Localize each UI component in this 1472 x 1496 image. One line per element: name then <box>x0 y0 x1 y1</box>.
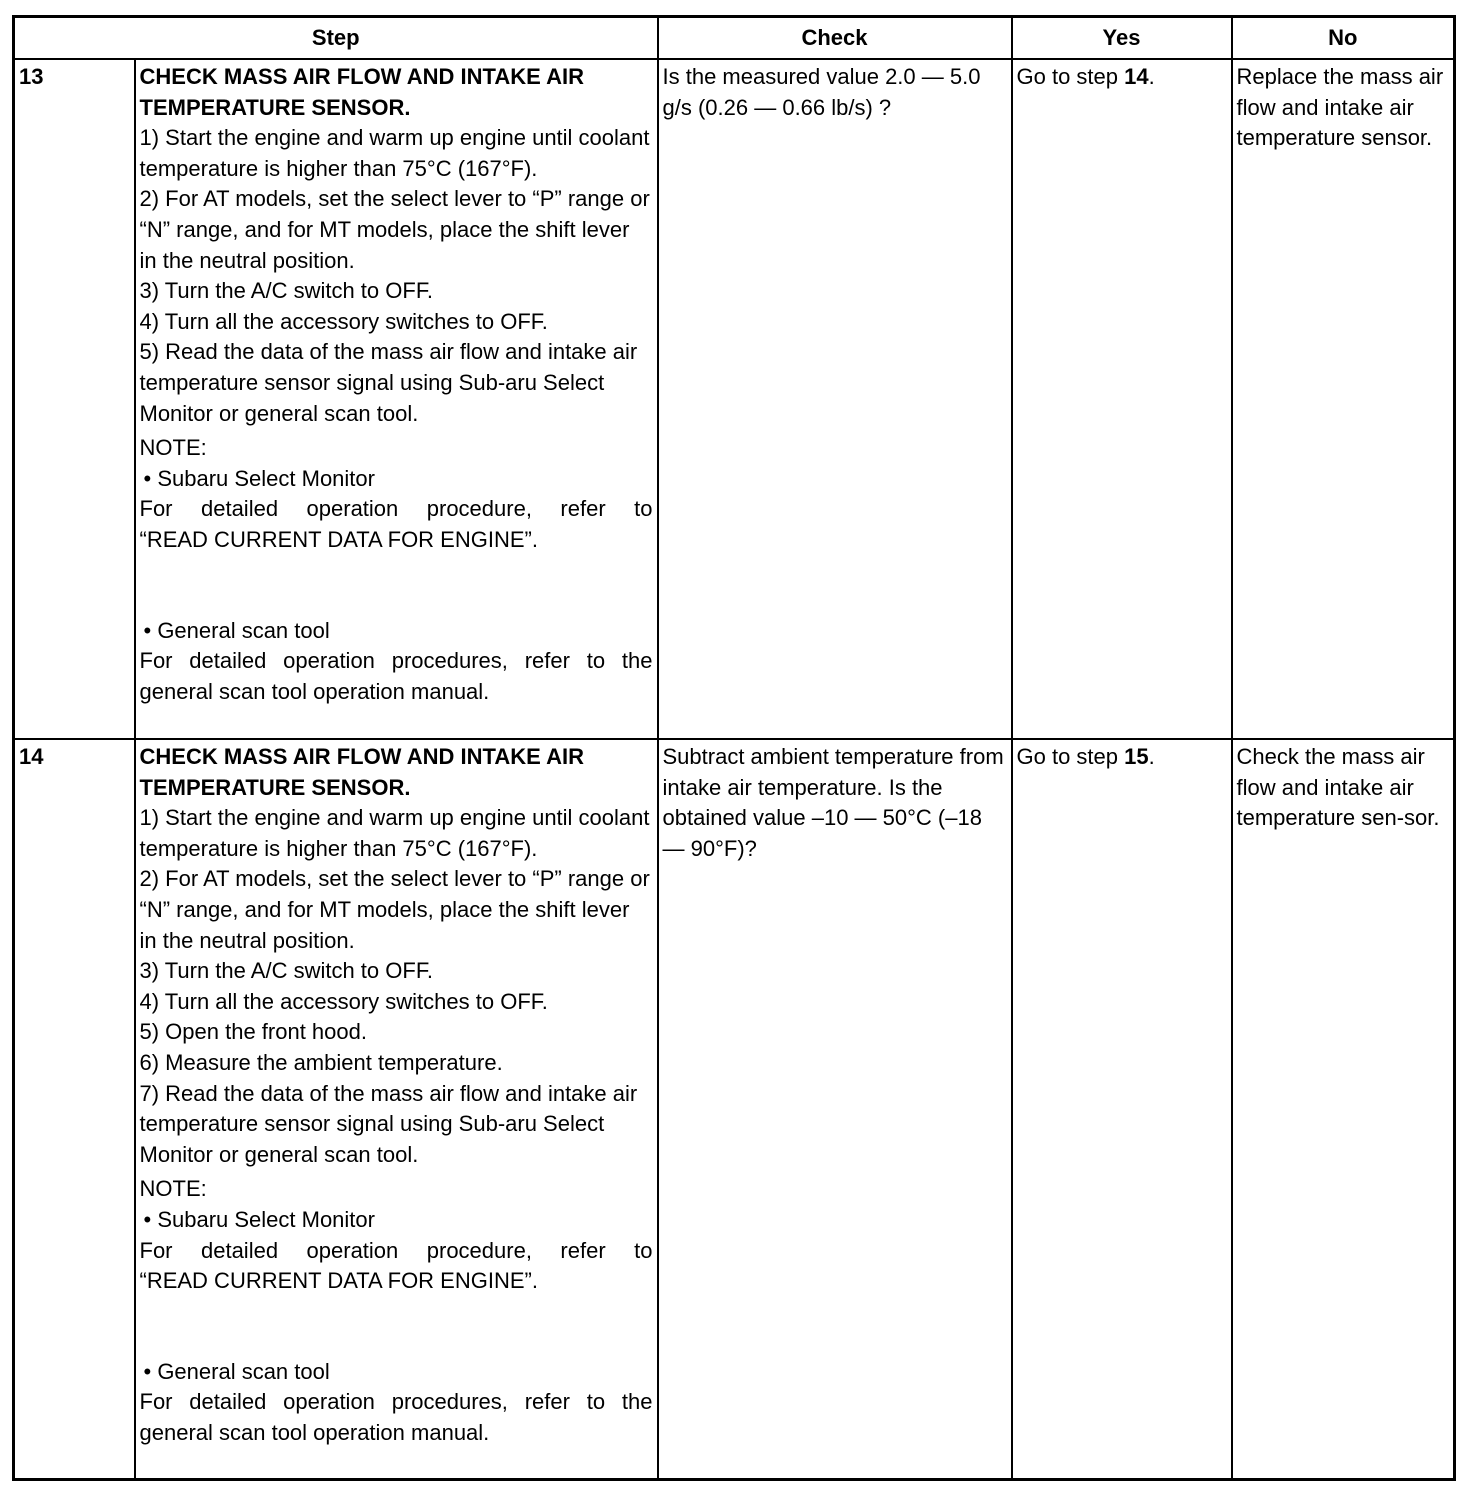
yes-step-number: 14 <box>1124 64 1149 89</box>
header-no: No <box>1232 17 1455 60</box>
step-procedure <box>135 739 658 1480</box>
note-bullet: • General scan tool <box>143 617 330 643</box>
note-text: general scan tool operation manual. <box>139 678 490 704</box>
spacer <box>140 556 653 616</box>
step-number: 13 <box>14 59 135 739</box>
yes-step-number: 15 <box>1124 744 1149 769</box>
yes-cell <box>1012 739 1232 1480</box>
header-yes: Yes <box>1012 17 1232 60</box>
yes-cell <box>1012 59 1232 739</box>
yes-suffix: . <box>1148 64 1155 89</box>
note-text: For detailed operation procedures, refer to the <box>139 1389 653 1415</box>
yes-text: Go to step <box>1016 744 1125 769</box>
note-bullet: • General scan tool <box>143 1358 330 1384</box>
step-line: 4) Turn all the accessory switches to OFF. <box>139 988 548 1014</box>
table-row <box>14 59 1455 739</box>
step-line: 1) Start the engine and warm up engine until coolant temperature is higher than 75°C (167°F). <box>139 125 650 181</box>
step-line: 5) Open the front hood. <box>139 1019 367 1045</box>
no-cell: Check the mass air flow and intake air temperature sen-sor. <box>1232 739 1455 1480</box>
step-title: CHECK MASS AIR FLOW AND INTAKE AIR TEMPERATURE SENSOR. <box>139 64 584 120</box>
yes-text: Go to step <box>1016 64 1125 89</box>
header-row <box>14 17 1455 60</box>
step-number: 14 <box>14 739 135 1480</box>
note-label: NOTE: <box>139 435 207 461</box>
step-line: 4) Turn all the accessory switches to OFF. <box>139 308 548 334</box>
note-text: For detailed operation procedure, refer to <box>139 1237 653 1263</box>
spacer <box>140 1297 653 1357</box>
step-line: 3) Turn the A/C switch to OFF. <box>139 958 433 984</box>
note-label: NOTE: <box>139 1176 207 1202</box>
no-cell: Replace the mass air flow and intake air temperature sensor. <box>1232 59 1455 739</box>
step-line: 5) Read the data of the mass air flow and intake air temperature sensor signal using Sub-aru Select Monitor or general scan tool. <box>139 339 638 426</box>
note-text: “READ CURRENT DATA FOR ENGINE”. <box>139 1268 538 1294</box>
note-text: For detailed operation procedure, refer to <box>139 496 653 522</box>
note-text: “READ CURRENT DATA FOR ENGINE”. <box>139 526 538 552</box>
yes-suffix: . <box>1148 744 1155 769</box>
step-line: 2) For AT models, set the select lever to “P” range or “N” range, and for MT models, place the shift lever in the neutral position. <box>139 866 650 953</box>
diagnostic-table <box>12 15 1456 1481</box>
step-line: 2) For AT models, set the select lever to “P” range or “N” range, and for MT models, place the shift lever in the neutral position. <box>139 186 650 273</box>
header-check: Check <box>658 17 1012 60</box>
check-cell: Is the measured value 2.0 — 5.0 g/s (0.26 — 0.66 lb/s) ? <box>658 59 1012 739</box>
step-title: CHECK MASS AIR FLOW AND INTAKE AIR TEMPERATURE SENSOR. <box>139 744 584 800</box>
note-bullet: • Subaru Select Monitor <box>143 465 375 491</box>
note-bullet: • Subaru Select Monitor <box>143 1206 375 1232</box>
note-text: general scan tool operation manual. <box>139 1419 490 1445</box>
check-cell: Subtract ambient temperature from intake air temperature. Is the obtained value –10 — 50°C (–18 — 90°F)? <box>658 739 1012 1480</box>
step-line: 7) Read the data of the mass air flow and intake air temperature sensor signal using Sub-aru Select Monitor or general scan tool. <box>139 1080 638 1167</box>
step-procedure <box>135 59 658 739</box>
note-text: For detailed operation procedures, refer to the <box>139 648 653 674</box>
step-line: 6) Measure the ambient temperature. <box>139 1049 503 1075</box>
step-line: 1) Start the engine and warm up engine until coolant temperature is higher than 75°C (167°F). <box>139 805 650 861</box>
step-line: 3) Turn the A/C switch to OFF. <box>139 278 433 304</box>
table-row <box>14 739 1455 1480</box>
header-step: Step <box>14 17 658 60</box>
